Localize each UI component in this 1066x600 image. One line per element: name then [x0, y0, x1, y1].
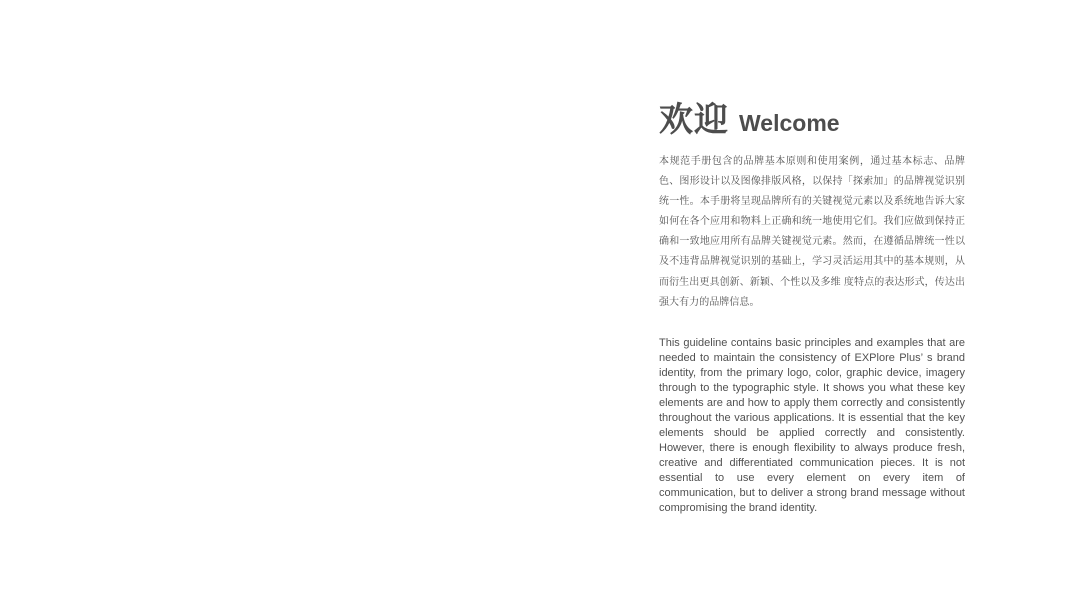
intro-paragraph-english: This guideline contains basic principles and examples that are needed to maintain the consistency of EXPlore Plus’ s brand identity, from the primary logo, color, graphic device, imagery through to the typographic style. It shows you what these key elements are and how to apply them correctly and consistently throughout the various applications. It is essential that the key elements should be applied correctly and consistently. However, there is enough flexibility to always produce fresh, creative and differentiated communication pieces. It is not essential to use every element on every item of communication, but to deliver a strong brand message without compromising the brand identity. — [659, 336, 965, 514]
welcome-section — [659, 92, 965, 516]
welcome-heading — [659, 92, 965, 140]
heading-chinese: 欢迎 — [659, 100, 729, 140]
heading-english: Welcome — [739, 110, 840, 136]
intro-paragraph-chinese: 本规范手册包含的品牌基本原则和使用案例，通过基本标志、品牌色、图形设计以及图像排版风格，以保持「探索加」的品牌视觉识别统一性。本手册将呈现品牌所有的关键视觉元素以及系统地告诉大家如何在各个应用和物料上正确和统一地使用它们。我们应做到保持正确和一致地应用所有品牌关键视觉元素。然而，在遵循品牌统一性以及不违背品牌视觉识别的基础上，学习灵活运用其中的基本规则，从而衍生出更具创新、新颖、个性以及多维 度特点的表达形式，传达出强大有力的品牌信息。 — [659, 156, 965, 308]
